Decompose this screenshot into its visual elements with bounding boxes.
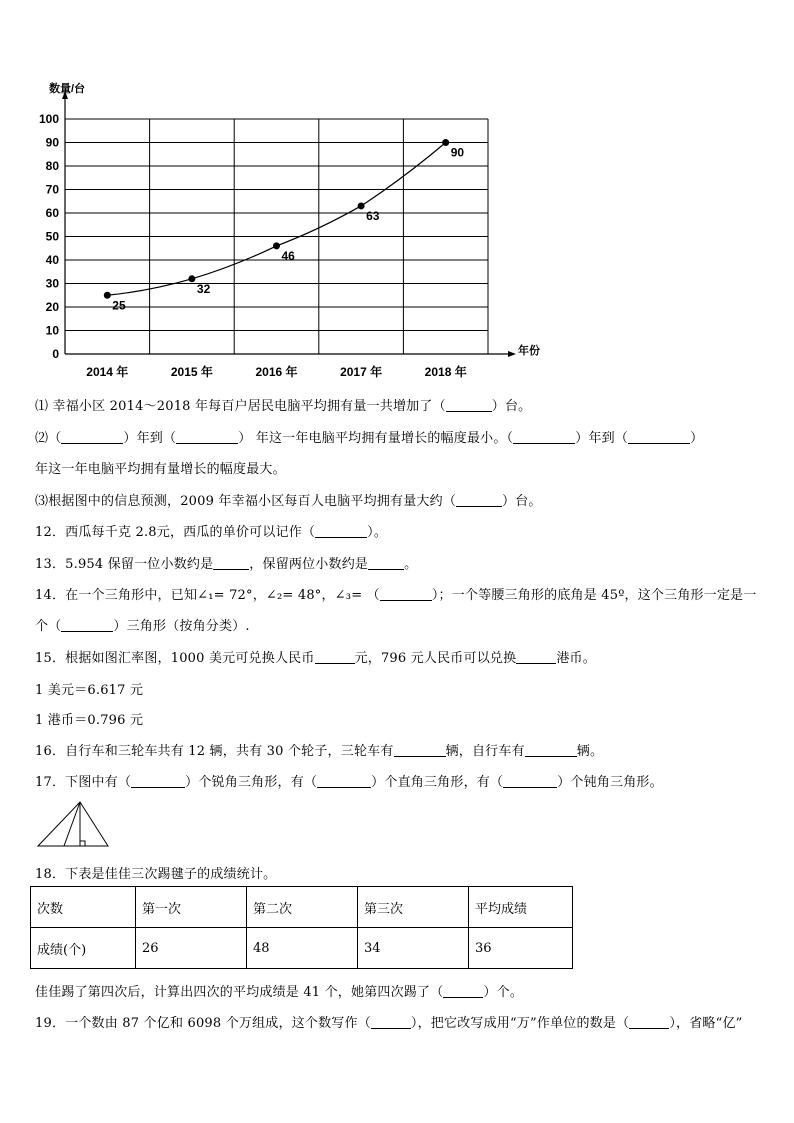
answer-blank[interactable] [629,1015,669,1029]
y-tick-label: 0 [52,347,59,361]
question-16 [35,740,603,759]
q11-p3-text: ⑶根据图中的信息预测，2009 年幸福小区每百人电脑平均拥有量大约（ [35,494,457,509]
question-18-followup [35,981,523,1000]
data-label: 46 [281,248,295,263]
data-label: 32 [196,281,211,296]
table-header-cell: 第二次 [247,887,358,928]
answer-blank[interactable] [628,430,690,444]
answer-blank[interactable] [368,556,404,570]
data-label: 63 [366,208,380,223]
x-tick-label: 2014 年 [86,365,129,379]
table-header-cell: 第一次 [136,887,247,928]
x-tick-label: 2017 年 [340,365,383,379]
answer-blank[interactable] [371,1015,411,1029]
q13-b: ，保留两位小数约是 [249,557,369,572]
answer-blank[interactable] [61,618,113,632]
y-tick-label: 70 [45,182,59,197]
data-point [442,139,449,146]
question-14-cont [35,615,250,634]
question-19 [35,1012,743,1031]
q11-p2d: ）年到（ [575,431,629,446]
answer-blank[interactable] [446,398,492,412]
table-header-row [31,887,573,928]
data-point [104,292,111,299]
line-chart [30,78,560,388]
q12-end: ）。 [367,525,388,540]
q13-a: 13．5.954 保留一位小数约是 [35,557,214,572]
data-point [273,242,280,249]
table-header-cell: 次数 [31,887,136,928]
table-cell: 成绩(个) [31,928,136,969]
answer-blank[interactable] [516,650,556,664]
q13-c: 。 [404,557,418,572]
table-cell: 26 [136,928,247,969]
q15-c: 港币。 [556,651,596,666]
table-row [31,928,573,969]
y-tick-label: 50 [45,229,59,244]
q16-b: 辆，自行车有 [445,744,525,759]
answer-blank[interactable] [394,743,446,757]
answer-blank[interactable] [456,493,502,507]
q11-p2f: 年这一年电脑平均拥有量增长的幅度最大。 [35,462,286,477]
q12-text: 12．西瓜每千克 2.8元，西瓜的单价可以记作（ [35,525,316,540]
series-line [107,143,445,296]
q15-a: 15．根据如图汇率图，1000 美元可兑换人民币 [35,651,315,666]
q17-b: ）个锐角三角形，有（ [185,775,318,790]
y-tick-label: 100 [38,112,59,126]
table-cell: 48 [247,928,358,969]
question-13 [35,553,417,572]
q11-p2a: ⑵（ [35,431,62,446]
y-tick-label: 40 [45,253,59,267]
q11-p1-end: ）台。 [491,399,532,414]
q19-a: 19．一个数由 87 个亿和 6098 个万组成，这个数写作（ [35,1016,371,1031]
answer-blank[interactable] [513,430,575,444]
q11-p2b: ）年到（ [123,431,177,446]
score-table [30,886,573,969]
q11-part2 [35,427,703,446]
q17-c: ）个直角三角形，有（ [371,775,504,790]
table-cell: 34 [358,928,469,969]
data-point [358,202,365,209]
q14-c: 个（ [35,619,62,634]
y-axis-label: 数量/台 [49,83,86,95]
answer-blank[interactable] [503,774,557,788]
table-header-cell: 平均成绩 [469,887,573,928]
table-cell: 36 [469,928,573,969]
y-tick-label: 90 [45,135,59,150]
q19-c: ），省略“亿” [669,1016,743,1031]
table-header-cell: 第三次 [358,887,469,928]
q11-part1 [35,395,531,414]
chart-svg [30,78,560,388]
y-tick-label: 60 [45,206,59,220]
q14-b: ）；一个等腰三角形的底角是 45º，这个三角形一定是一 [431,588,757,603]
answer-blank[interactable] [61,430,123,444]
q11-part3 [35,490,542,509]
exchange-rate-hkd [35,709,143,728]
x-axis-arrow [508,351,516,357]
question-17 [35,771,663,790]
x-axis-label: 年份 [518,345,540,357]
triangle-figure [36,800,110,848]
q14-a: 14．在一个三角形中，已知∠₁= 72°，∠₂= 48°，∠₃= （ [35,588,380,603]
q11-p1-text: ⑴ 幸福小区 2014～2018 年每百户居民电脑平均拥有量一共增加了（ [35,399,446,414]
answer-blank[interactable] [176,430,238,444]
q17-a: 17．下图中有（ [35,775,132,790]
answer-blank[interactable] [315,650,355,664]
answer-blank[interactable] [443,984,483,998]
q11-p2c: ） 年这一年电脑平均拥有量增长的幅度最小。（ [238,431,514,446]
answer-blank[interactable] [525,743,577,757]
q18-after-a: 佳佳踢了第四次后，计算出四次的平均成绩是 41 个，她第四次踢了（ [35,985,444,1000]
rate-usd-text: 1 美元＝6.617 元 [35,683,144,698]
q11-p3-end: ）台。 [502,494,542,509]
question-12 [35,521,387,540]
data-label: 90 [450,145,465,160]
x-tick-label: 2015 年 [170,365,213,379]
q17-d: ）个钝角三角形。 [557,775,663,790]
exchange-rate-usd [35,679,143,698]
q15-b: 元，796 元人民币可以兑换 [354,651,517,666]
rate-hkd-text: 1 港币＝0.796 元 [35,713,144,728]
q16-a: 16．自行车和三轮车共有 12 辆，共有 30 个轮子，三轮车有 [35,744,394,759]
x-tick-label: 2016 年 [255,365,298,379]
answer-blank[interactable] [380,587,432,601]
answer-blank[interactable] [131,774,185,788]
q11-part2-cont [35,458,286,477]
question-14 [35,584,757,603]
y-tick-label: 80 [45,159,59,173]
data-point [188,275,195,282]
right-angle-mark [80,841,85,846]
q19-b: ），把它改写成用“万”作单位的数是（ [410,1016,630,1031]
inner-segment [64,802,80,846]
question-18-intro [35,863,276,882]
q18-intro: 18．下表是佳佳三次踢毽子的成绩统计。 [35,867,277,882]
data-label: 25 [112,298,126,313]
y-tick-label: 20 [45,300,59,314]
y-tick-label: 10 [45,323,59,338]
q14-d: ）三角形（按角分类）. [113,619,250,634]
y-tick-label: 30 [45,276,59,291]
outer-triangle [38,802,108,846]
x-tick-label: 2018 年 [424,365,467,379]
answer-blank[interactable] [315,524,367,538]
q11-p2e: ） [690,431,704,446]
question-15 [35,647,596,666]
answer-blank[interactable] [317,774,371,788]
answer-blank[interactable] [213,556,249,570]
q16-c: 辆。 [576,744,604,759]
q18-after-b: ）个。 [483,985,524,1000]
